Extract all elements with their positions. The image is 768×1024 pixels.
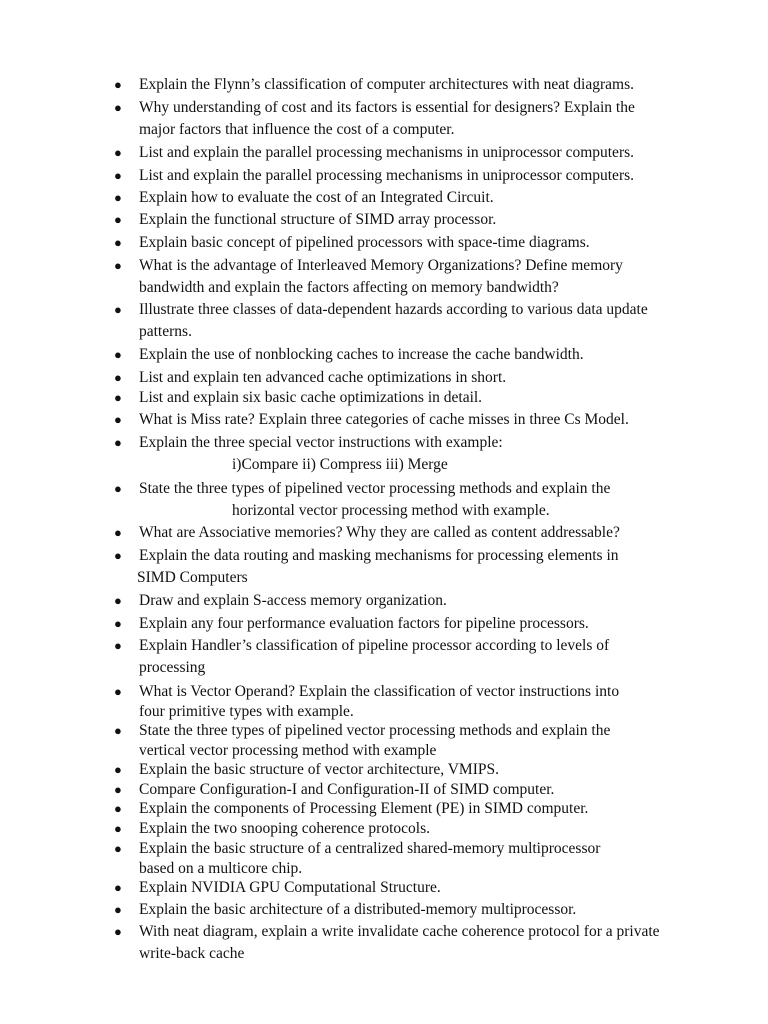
question-text-cont: four primitive types with example.	[139, 702, 354, 720]
bullet-icon: ●	[114, 841, 122, 856]
question-text: List and explain the parallel processing mechanisms in uniprocessor computers.	[139, 144, 635, 161]
question-text-cont: write-back cache	[139, 945, 245, 962]
question-text: What is Miss rate? Explain three categories of cache misses in three Cs Model.	[139, 411, 629, 428]
question-text: What are Associative memories? Why they are called as content addressable?	[139, 524, 620, 541]
bullet-icon: ●	[114, 593, 122, 608]
question-text: Explain NVIDIA GPU Computational Structure.	[139, 879, 441, 896]
question-text: List and explain six basic cache optimizations in detail.	[139, 389, 483, 406]
question-item	[114, 682, 759, 721]
question-text-cont: bandwidth and explain the factors affecting on memory bandwidth?	[139, 279, 559, 296]
bullet-icon: ●	[114, 235, 122, 250]
question-text-cont: processing	[139, 659, 206, 676]
bullet-icon: ●	[114, 801, 122, 816]
question-item	[114, 142, 759, 164]
question-text: List and explain ten advanced cache optimizations in short.	[139, 369, 507, 386]
question-text: Explain basic concept of pipelined processors with space-time diagrams.	[139, 234, 590, 251]
bullet-icon: ●	[114, 190, 122, 205]
bullet-icon: ●	[114, 347, 122, 362]
question-item	[114, 799, 759, 819]
question-text: Explain the basic architecture of a distributed-memory multiprocessor.	[139, 901, 577, 918]
bullet-icon: ●	[114, 638, 122, 653]
question-item	[114, 899, 759, 921]
bullet-icon: ●	[114, 412, 122, 427]
question-text-cont: i)Compare ii) Compress iii) Merge	[232, 456, 448, 473]
question-text: Explain the three special vector instructions with example:	[139, 434, 503, 451]
question-text-cont: based on a multicore chip.	[139, 859, 303, 877]
question-text: Explain the two snooping coherence protocols.	[139, 820, 430, 837]
question-text: Why understanding of cost and its factors is essential for designers? Explain the	[139, 99, 635, 116]
question-text-cont: major factors that influence the cost of a computer.	[139, 121, 455, 138]
question-text: Explain the basic structure of vector architecture, VMIPS.	[139, 761, 499, 778]
question-item	[114, 74, 759, 96]
question-text: Explain the use of nonblocking caches to increase the cache bandwidth.	[139, 346, 584, 363]
question-text: Draw and explain S-access memory organization.	[139, 592, 447, 609]
question-item	[114, 780, 759, 800]
question-text: Illustrate three classes of data-dependent hazards according to various data update	[139, 301, 648, 318]
question-text: Explain how to evaluate the cost of an Integrated Circuit.	[139, 189, 494, 206]
question-text: Explain the functional structure of SIMD array processor.	[139, 211, 497, 228]
question-text-cont: horizontal vector processing method with example.	[232, 502, 550, 519]
question-item	[114, 187, 759, 209]
question-text: Explain any four performance evaluation factors for pipeline processors.	[139, 615, 589, 632]
question-text: State the three types of pipelined vector processing methods and explain the	[139, 722, 611, 739]
question-item	[114, 97, 759, 141]
question-item	[114, 613, 759, 635]
bullet-icon: ●	[114, 684, 122, 699]
question-text: What is the advantage of Interleaved Memory Organizations? Define memory	[139, 257, 623, 274]
bullet-icon: ●	[114, 821, 122, 836]
question-item	[114, 387, 759, 409]
bullet-icon: ●	[114, 880, 122, 895]
bullet-icon: ●	[114, 924, 122, 939]
bullet-icon: ●	[114, 902, 122, 917]
bullet-icon: ●	[114, 435, 122, 450]
bullet-icon: ●	[114, 100, 122, 115]
question-text: With neat diagram, explain a write invalidate cache coherence protocol for a private	[139, 923, 660, 940]
question-item	[114, 409, 759, 431]
question-item	[114, 545, 759, 589]
question-item	[114, 839, 759, 878]
bullet-icon: ●	[114, 212, 122, 227]
question-text: State the three types of pipelined vector processing methods and explain the	[139, 480, 611, 497]
bullet-icon: ●	[114, 168, 122, 183]
question-item	[114, 367, 759, 389]
question-item	[114, 721, 759, 760]
bullet-icon: ●	[114, 762, 122, 777]
question-text-cont: SIMD Computers	[137, 569, 248, 586]
question-item	[114, 344, 759, 366]
question-text: List and explain the parallel processing mechanisms in uniprocessor computers.	[139, 167, 635, 184]
question-item	[114, 255, 759, 299]
bullet-icon: ●	[114, 481, 122, 496]
question-item	[114, 877, 759, 899]
bullet-icon: ●	[114, 548, 122, 563]
question-item	[114, 819, 759, 839]
bullet-icon: ●	[114, 302, 122, 317]
bullet-icon: ●	[114, 525, 122, 540]
bullet-icon: ●	[114, 782, 122, 797]
question-item	[114, 232, 759, 254]
question-item	[114, 165, 759, 187]
question-text: Explain the basic structure of a centralized shared-memory multiprocessor	[139, 840, 601, 857]
question-text: Explain the Flynn’s classification of computer architectures with neat diagrams.	[139, 76, 634, 93]
bullet-icon: ●	[114, 390, 122, 405]
question-text: Explain the data routing and masking mechanisms for processing elements in	[139, 547, 619, 564]
question-item	[114, 921, 759, 965]
question-text: Explain the components of Processing Element (PE) in SIMD computer.	[139, 800, 589, 817]
question-item	[114, 432, 759, 476]
question-text-cont: vertical vector processing method with example	[139, 741, 437, 759]
question-text: Explain Handler’s classification of pipeline processor according to levels of	[139, 637, 610, 654]
question-text: What is Vector Operand? Explain the classification of vector instructions into	[139, 683, 620, 700]
bullet-icon: ●	[114, 616, 122, 631]
bullet-icon: ●	[114, 723, 122, 738]
question-item	[114, 299, 759, 343]
question-item	[114, 478, 759, 522]
question-item	[114, 590, 759, 612]
question-text: Compare Configuration-I and Configuration-II of SIMD computer.	[139, 781, 555, 798]
question-text-cont: patterns.	[139, 323, 192, 340]
bullet-icon: ●	[114, 370, 122, 385]
question-item	[114, 522, 759, 544]
question-item	[114, 209, 759, 231]
question-item	[114, 760, 759, 780]
bullet-icon: ●	[114, 145, 122, 160]
bullet-icon: ●	[114, 77, 122, 92]
question-item	[114, 635, 759, 679]
bullet-icon: ●	[114, 258, 122, 273]
